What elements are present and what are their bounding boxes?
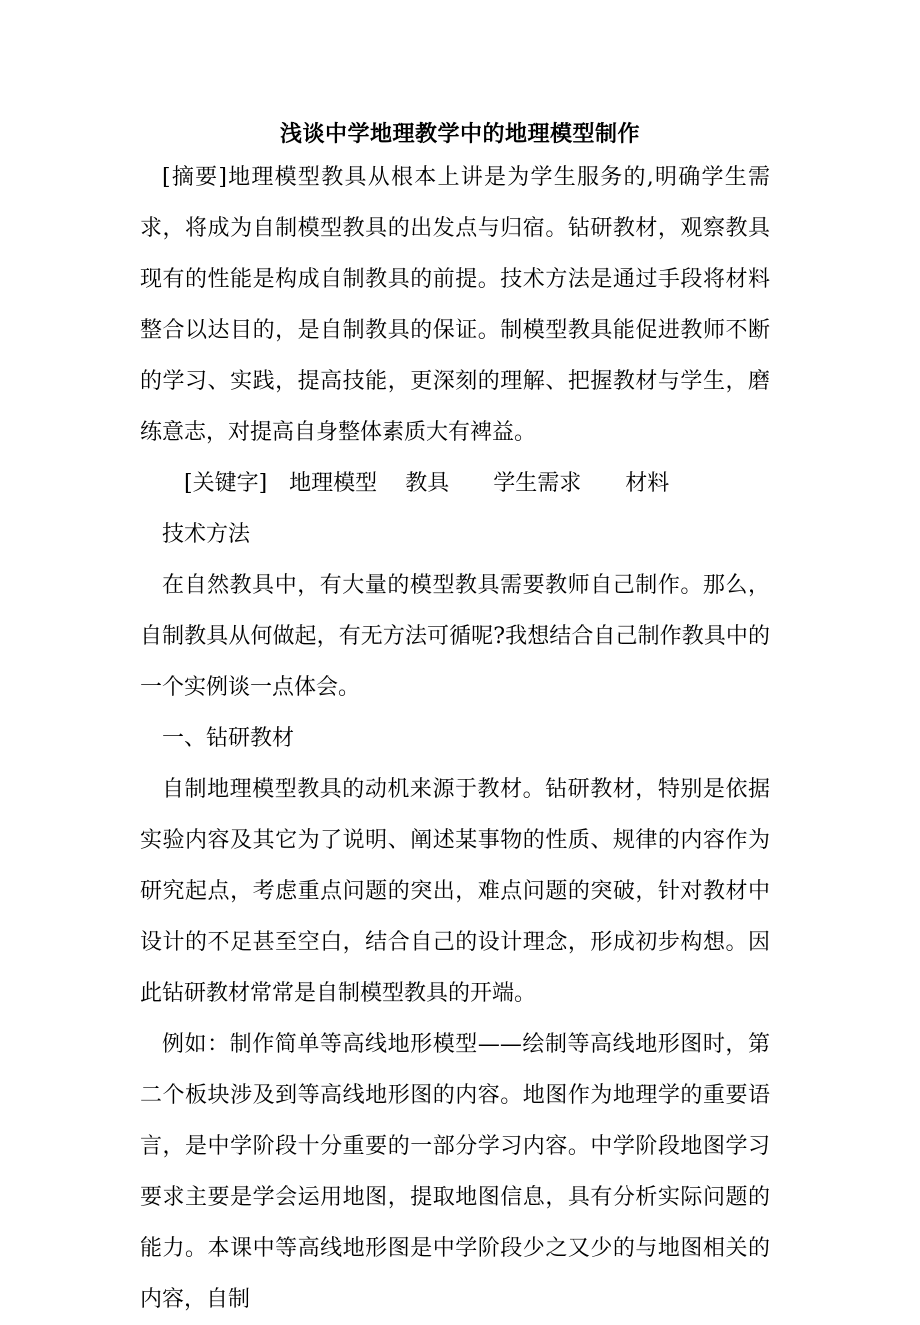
document-body bbox=[140, 152, 770, 1325]
body-paragraph-intro: 在自然教具中，有大量的模型教具需要教师自己制作。那么，自制教具从何做起，有无方法可循呢?我想结合自己制作教具中的一个实例谈一点体会。 bbox=[140, 573, 770, 700]
section-heading: 一、钻研教材 bbox=[162, 726, 295, 751]
keywords-label: [关键字] bbox=[184, 471, 268, 496]
abstract-paragraph: [摘要]地理模型教具从根本上讲是为学生服务的,明确学生需求，将成为自制模型教具的出发点与归宿。钻研教材，观察教具现有的性能是构成自制教具的前提。技术方法是通过手段将材料整合以达目的，是自制教具的保证。制模型教具能促进教师不断的学习、实践，提高技能，更深刻的理解、把握教材与学生，磨练意志，对提高自身整体素质大有裨益。 bbox=[140, 165, 770, 445]
keyword-item: 材料 bbox=[625, 471, 670, 496]
keyword-item: 教具 bbox=[405, 471, 450, 496]
keyword-item: 技术方法 bbox=[162, 522, 251, 547]
body-paragraph-study-materials: 自制地理模型教具的动机来源于教材。钻研教材，特别是依据实验内容及其它为了说明、阐述某事物的性质、规律的内容作为研究起点，考虑重点问题的突出，难点问题的突破，针对教材中设计的不足甚至空白，结合自己的设计理念，形成初步构想。因此钻研教材常常是自制模型教具的开端。 bbox=[140, 777, 770, 1006]
document-title: 浅谈中学地理教学中的地理模型制作 bbox=[279, 121, 640, 147]
keyword-item: 学生需求 bbox=[493, 471, 582, 496]
keyword-item: 地理模型 bbox=[289, 471, 378, 496]
body-paragraph-example: 例如：制作简单等高线地形模型——绘制等高线地形图时，第二个板块涉及到等高线地形图的内容。地图作为地理学的重要语言，是中学阶段十分重要的一部分学习内容。中学阶段地图学习要求主要是学会运用地图，提取地图信息，具有分析实际问题的能力。本课中等高线地形图是中学阶段少之又少的与地图相关的内容，自制 bbox=[140, 1032, 770, 1312]
keywords-paragraph bbox=[140, 458, 770, 560]
